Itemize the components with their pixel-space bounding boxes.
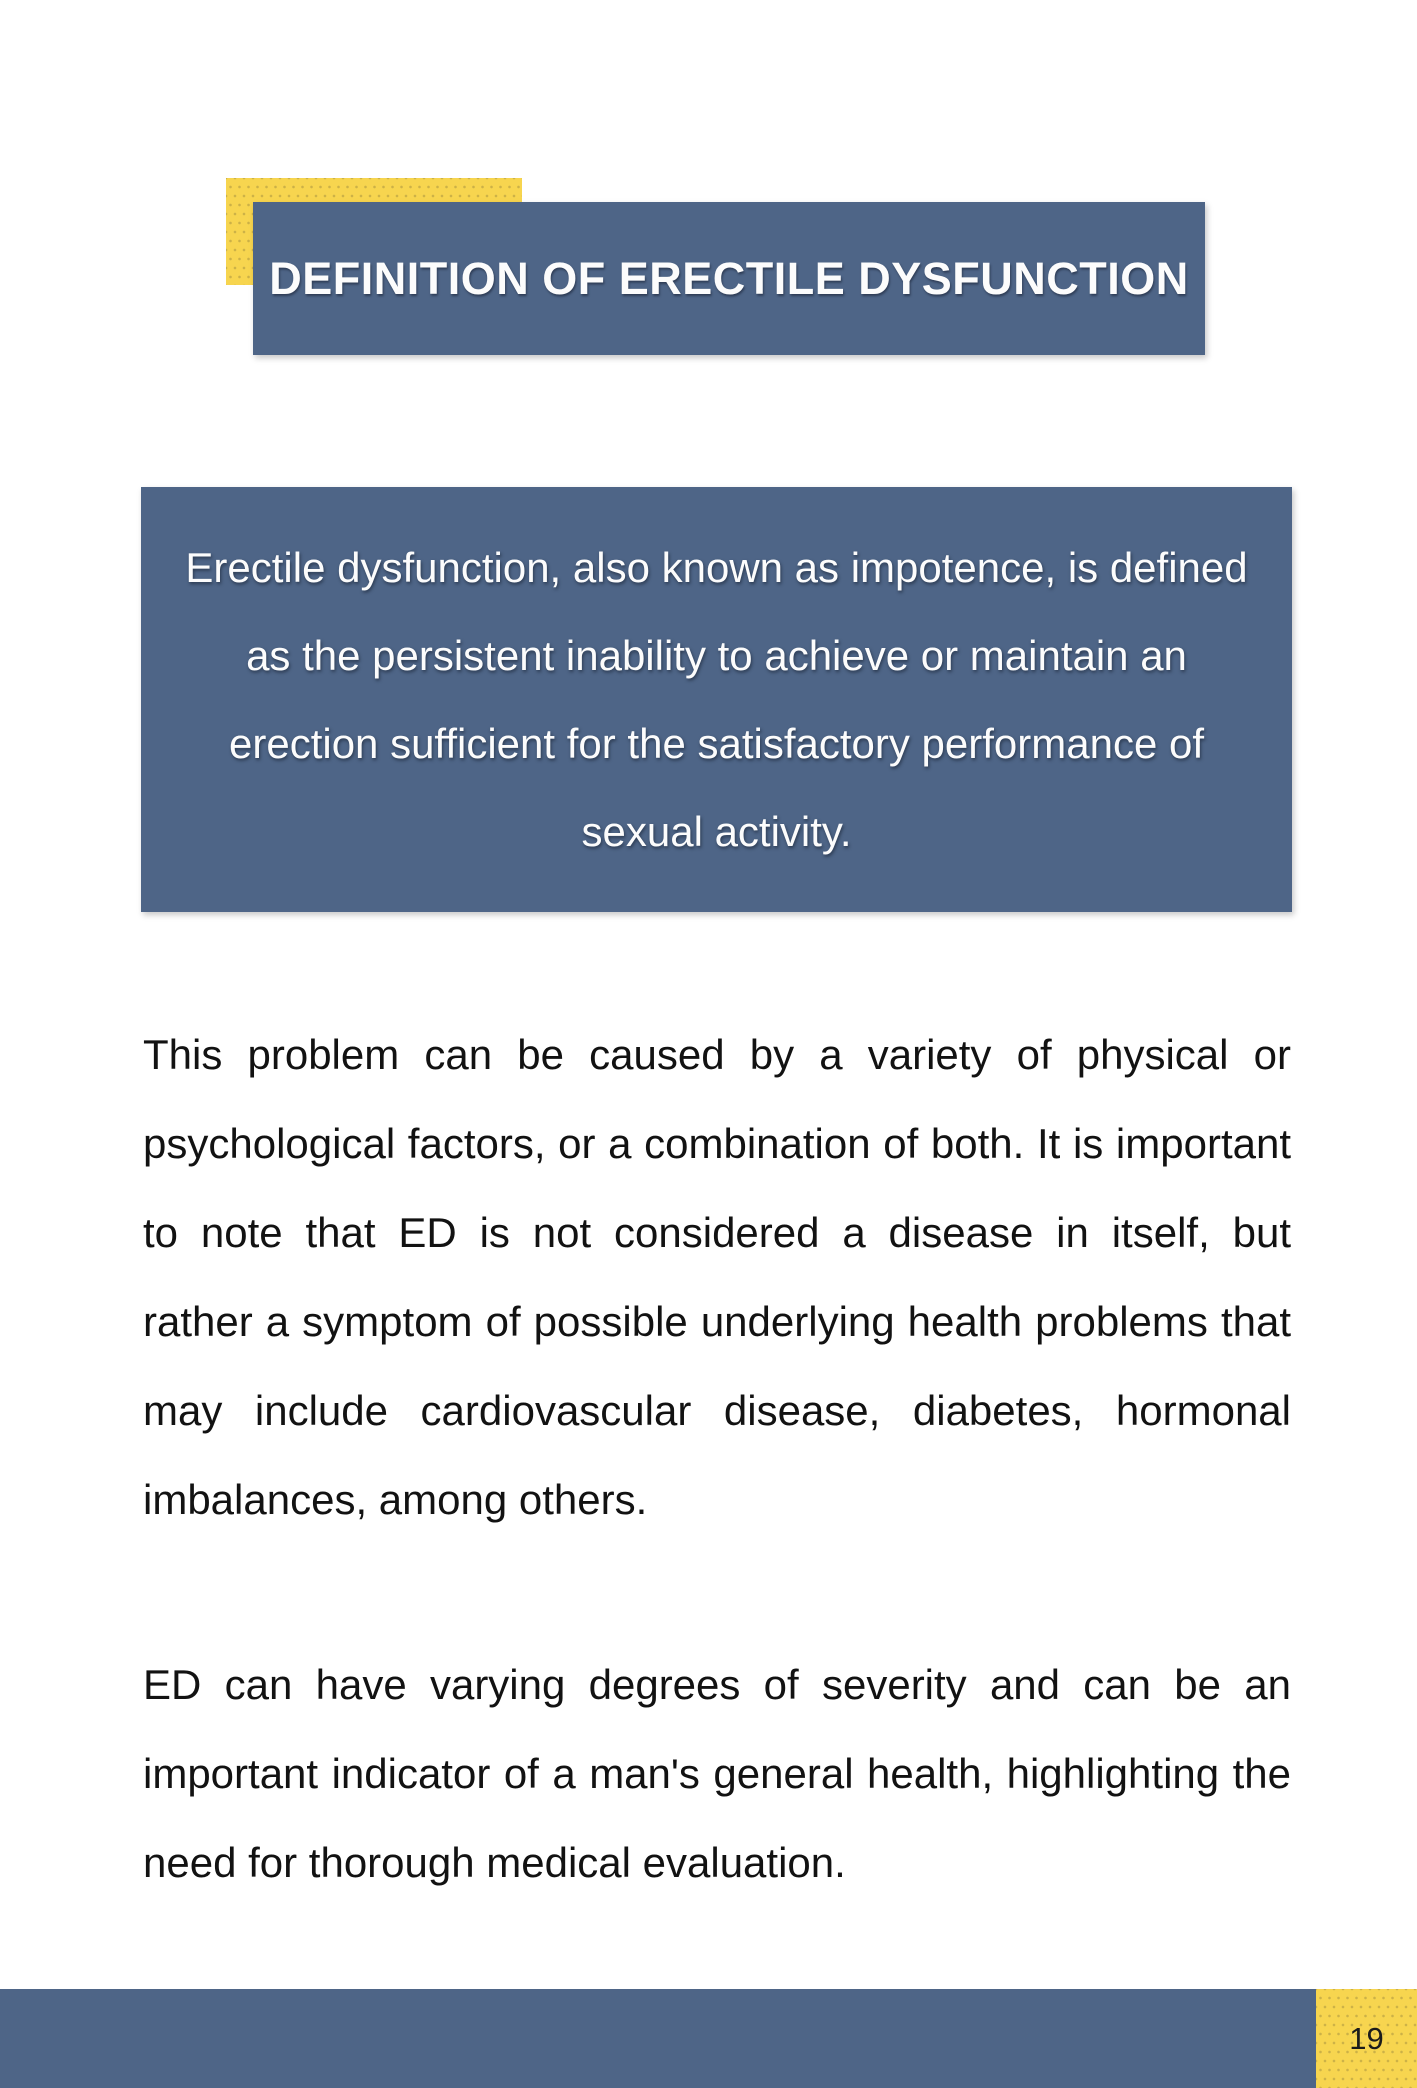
body-line: may include cardiovascular disease, diabetes, hormonal xyxy=(143,1387,1291,1434)
body-line: to note that ED is not considered a disease in itself, but xyxy=(143,1209,1291,1256)
footer-bar xyxy=(0,1989,1417,2088)
body-line: psychological factors, or a combination of both. It is important xyxy=(143,1120,1291,1167)
page-number-box xyxy=(1316,1989,1417,2088)
definition-line: erection sufficient for the satisfactory performance of xyxy=(228,719,1205,767)
body-line: imbalances, among others. xyxy=(143,1476,648,1523)
page-number: 19 xyxy=(1349,2020,1384,2056)
definition-line: as the persistent inability to achieve or maintain an xyxy=(246,631,1187,679)
definition-line: sexual activity. xyxy=(581,807,852,855)
body-line: important indicator of a man's general health, highlighting the xyxy=(143,1750,1291,1797)
body-paragraph xyxy=(143,1640,1291,1907)
body-line: need for thorough medical evaluation. xyxy=(143,1839,846,1886)
body-line: This problem can be caused by a variety of physical or xyxy=(143,1031,1291,1078)
body-paragraph xyxy=(143,1010,1291,1544)
body-line: rather a symptom of possible underlying health problems that xyxy=(143,1298,1291,1345)
definition-line: Erectile dysfunction, also known as impotence, is defined xyxy=(185,543,1248,591)
body-line: ED can have varying degrees of severity and can be an xyxy=(143,1661,1291,1708)
section-title-banner xyxy=(253,202,1205,355)
definition-callout xyxy=(141,487,1292,912)
body-text xyxy=(143,1010,1291,1907)
page-title: DEFINITION OF ERECTILE DYSFUNCTION xyxy=(269,252,1189,304)
